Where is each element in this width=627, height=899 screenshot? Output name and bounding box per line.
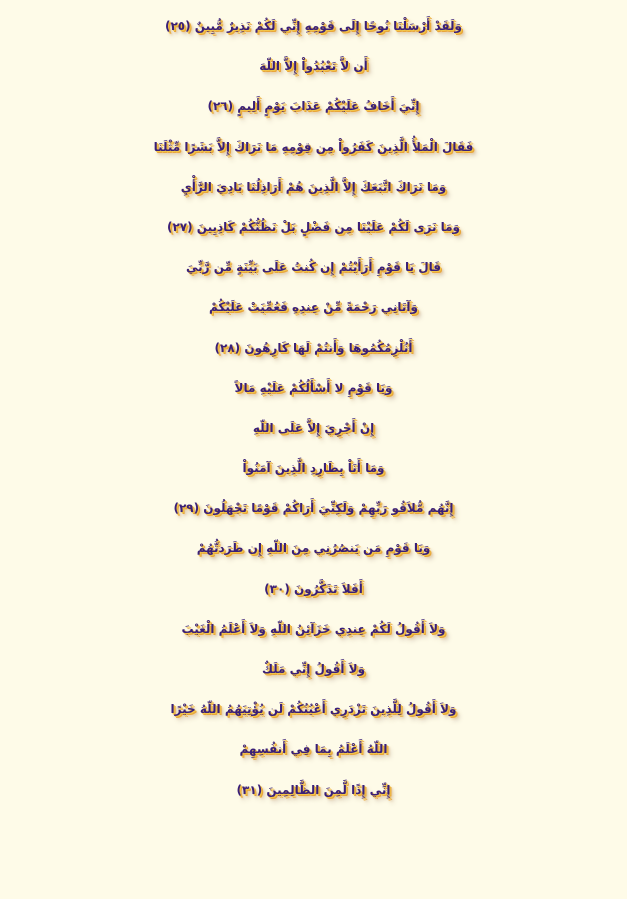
verse-line: وَيَا قَوْمِ مَن يَنصُرُنِي مِنَ اللّهِ إِن طَرَدتُّهُمْ (196, 541, 431, 556)
verse-line: أَن لاَّ تَعْبُدُواْ إِلاَّ اللّهَ (259, 59, 368, 74)
verse-line: إِنِّيَ أَخَافُ عَلَيْكُمْ عَذَابَ يَوْمٍ أَلِيمٍ (٢٦) (207, 99, 420, 114)
verse-line: وَمَا نَرَى لَكُمْ عَلَيْنَا مِن فَضْلٍ بَلْ نَظُنُّكُمْ كَاذِبِينَ (٢٧) (166, 219, 461, 234)
verse-line: قَالَ يَا قَوْمِ أَرَأَيْتُمْ إِن كُنتُ عَلَى بَيِّنَةٍ مِّن رَّبِّيَ (185, 260, 442, 275)
verse-line: وَمَا نَرَاكَ اتَّبَعَكَ إِلاَّ الَّذِينَ هُمْ أَرَاذِلُنَا بَادِيَ الرَّأْيِ (180, 179, 447, 194)
verse-line: وَمَا أَنَاْ بِطَارِدِ الَّذِينَ آمَنُواْ (242, 461, 385, 476)
verse-line: إِنْ أَجْرِيَ إِلاَّ عَلَى اللّهِ (252, 420, 375, 435)
verse-line: فَقَالَ الْمَلأُ الَّذِينَ كَفَرُواْ مِن قِوْمِهِ مَا نَرَاكَ إِلاَّ بَشَرًا مِّثْلَنَا (153, 139, 474, 154)
verse-line: وَلاَ أَقُولُ لِلَّذِينَ تَزْدَرِي أَعْيُنُكُمْ لَن يُؤْتِيَهُمُ اللّهُ خَيْرًا (170, 702, 457, 717)
verse-line: اللّهُ أَعْلَمُ بِمَا فِي أَنفُسِهِمْ (239, 742, 388, 757)
verse-list (0, 6, 627, 810)
verse-line: وَلاَ أَقُولُ إِنِّي مَلَكٌ (261, 662, 366, 676)
verse-line: وَآتَانِي رَحْمَةً مِّنْ عِندِهِ فَعُمِّيَتْ عَلَيْكُمْ (209, 300, 418, 315)
verse-line: وَلَقَدْ أَرْسَلْنَا نُوحًا إِلَى قَوْمِهِ إِنِّي لَكُمْ نَذِيرٌ مُّبِينٌ (٢٥) (164, 19, 462, 33)
verse-line: وَيَا قَوْمِ لا أَسْأَلُكُمْ عَلَيْهِ مَالاً (234, 380, 393, 395)
verse-line: إِنَّهُم مُّلاَقُو رَبِّهِمْ وَلَكِنِّيَ أَرَاكُمْ قَوْمًا تَجْهَلُونَ (٢٩) (173, 501, 454, 516)
verse-line: وَلاَ أَقُولُ لَكُمْ عِندِي خَزَآئِنُ اللّهِ وَلاَ أَعْلَمُ الْغَيْبَ (181, 621, 446, 636)
verse-line: أَفَلاَ تَذَكَّرُونَ (٣٠) (264, 581, 363, 596)
verse-line: إِنِّي إِذًا لَّمِنَ الظَّالِمِينَ (٣١) (236, 782, 391, 797)
verse-line: أَنُلْزِمُكُمُوهَا وَأَنتُمْ لَهَا كَارِهُونَ (٢٨) (214, 340, 413, 355)
